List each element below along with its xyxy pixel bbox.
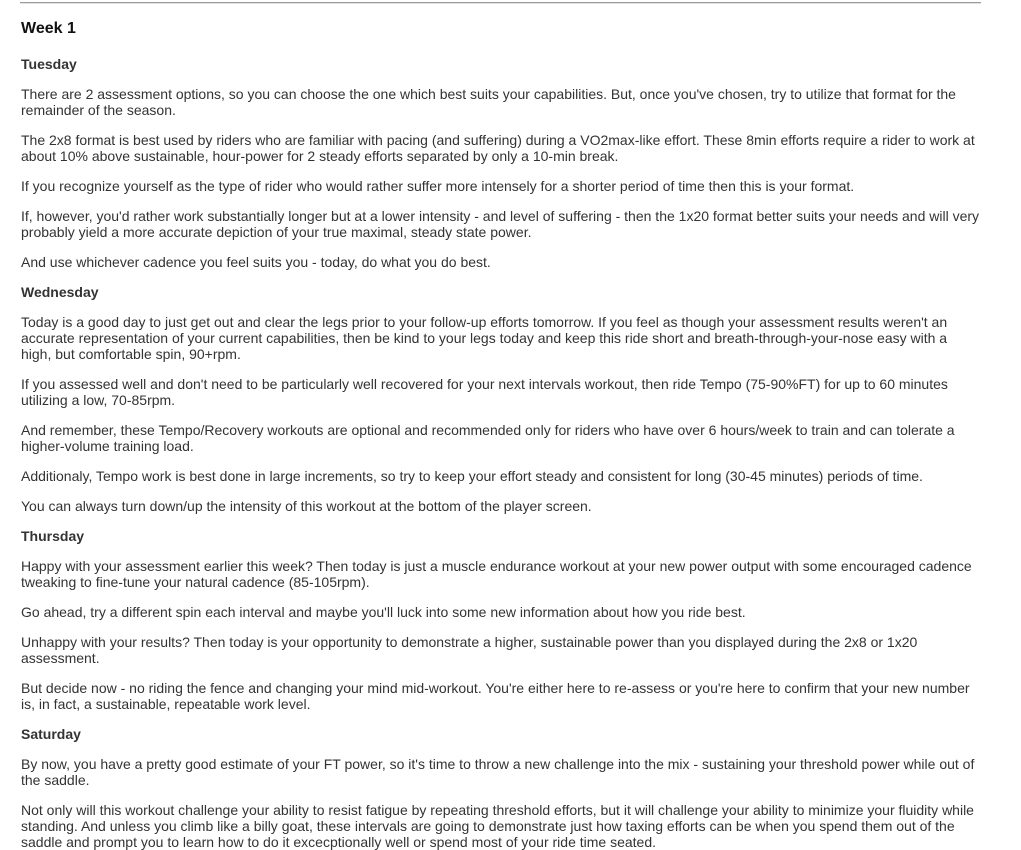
wednesday-paragraph-4: Additionaly, Tempo work is best done in large increments, so try to keep your effort steady and consistent for long (30-45 minutes) periods of time. — [21, 468, 923, 484]
tuesday-paragraph-4: If, however, you'd rather work substantially longer but at a lower intensity - and level of suffering - then the 1x20 format better suits your needs and will very probably yield a more accurate depiction of your true maximal, steady state power. — [21, 208, 980, 240]
thursday-paragraph-4: But decide now - no riding the fence and changing your mind mid-workout. You're either here to re-assess or you're here to confirm that your new number is, in fact, a sustainable, repeatable work level. — [21, 680, 970, 712]
day-title-wednesday: Wednesday — [21, 284, 99, 300]
top-divider — [20, 2, 981, 4]
saturday-paragraph-1: By now, you have a pretty good estimate of your FT power, so it's time to throw a new challenge into the mix - sustaining your threshold power while out of the saddle. — [21, 756, 975, 788]
tuesday-paragraph-1: There are 2 assessment options, so you can choose the one which best suits your capabilities. But, once you've chosen, try to utilize that format for the remainder of the season. — [21, 86, 956, 118]
tuesday-paragraph-2: The 2x8 format is best used by riders who are familiar with pacing (and suffering) during a VO2max-like effort. These 8min efforts require a rider to work at about 10% above sustainable, hour-power for 2 steady efforts separated by only a 10-min break. — [21, 132, 975, 164]
day-section-tuesday — [21, 56, 981, 270]
thursday-paragraph-1: Happy with your assessment earlier this week? Then today is just a muscle endurance workout at your new power output with some encouraged cadence tweaking to fine-tune your natural cadence (85-105rpm). — [21, 558, 972, 590]
tuesday-paragraph-3: If you recognize yourself as the type of rider who would rather suffer more intensely for a shorter period of time then this is your format. — [21, 178, 855, 194]
week-title: Week 1 — [21, 20, 76, 37]
day-section-wednesday — [21, 284, 981, 514]
wednesday-paragraph-1: Today is a good day to just get out and clear the legs prior to your follow-up efforts tomorrow. If you feel as though your assessment results weren't an accurate representation of your current capabilities, then be kind to your legs today and keep this ride short and breath-through-your-nose easy with a high, but comfortable spin, 90+rpm. — [21, 314, 948, 362]
saturday-paragraph-2: Not only will this workout challenge your ability to resist fatigue by repeating threshold efforts, but it will challenge your ability to minimize your fluidity while standing. And unless you climb like a billy goat, these intervals are going to demonstrate just how taxing efforts can be when you spend them out of the saddle and prompt you to learn how to do it excecptionally well or spend most of your ride time seated. — [21, 802, 974, 850]
wednesday-paragraph-5: You can always turn down/up the intensity of this workout at the bottom of the player screen. — [21, 498, 592, 514]
day-section-thursday — [21, 528, 981, 712]
day-title-thursday: Thursday — [21, 528, 85, 544]
wednesday-paragraph-3: And remember, these Tempo/Recovery workouts are optional and recommended only for riders who have over 6 hours/week to train and can tolerate a higher-volume training load. — [21, 422, 955, 454]
week-content — [21, 20, 981, 850]
tuesday-paragraph-5: And use whichever cadence you feel suits you - today, do what you do best. — [21, 254, 491, 270]
day-title-saturday: Saturday — [21, 726, 81, 742]
wednesday-paragraph-2: If you assessed well and don't need to be particularly well recovered for your next intervals workout, then ride Tempo (75-90%FT) for up to 60 minutes utilizing a low, 70-85rpm. — [21, 376, 948, 408]
thursday-paragraph-2: Go ahead, try a different spin each interval and maybe you'll luck into some new information about how you ride best. — [21, 604, 746, 620]
day-section-saturday — [21, 726, 981, 850]
thursday-paragraph-3: Unhappy with your results? Then today is your opportunity to demonstrate a higher, sustainable power than you displayed during the 2x8 or 1x20 assessment. — [21, 634, 918, 666]
day-title-tuesday: Tuesday — [21, 56, 77, 72]
